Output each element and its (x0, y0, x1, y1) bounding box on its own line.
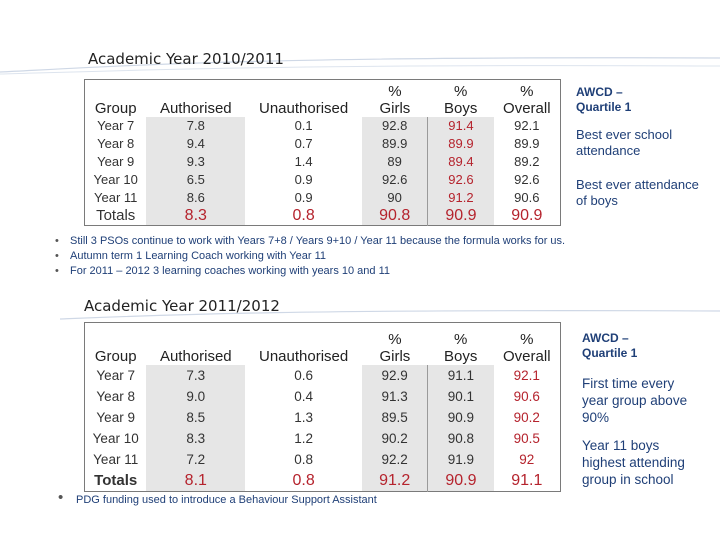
section2-title: Academic Year 2011/2012 (84, 297, 280, 315)
side-note-best-school: Best ever school attendance (576, 127, 673, 158)
cell-group: Year 9 (96, 409, 135, 425)
header-overall-pct: % (520, 82, 534, 100)
header-girls-label: Girls (379, 347, 411, 365)
attendance-table-2010-2011 (84, 79, 561, 226)
cell-girls: 91.3 (362, 386, 428, 407)
table-header-row (85, 80, 561, 117)
cell-overall: 92.1 (513, 367, 540, 383)
awcd-quartile-label: AWCD – Quartile 1 (582, 331, 638, 360)
totals-label: Totals (94, 471, 138, 489)
bullet-icon: • (55, 235, 59, 247)
cell-authorised: 9.3 (146, 153, 245, 171)
bullet-text: Still 3 PSOs continue to work with Years 7+8 / Years 9+10 / Year 11 because the formula works for us. (70, 235, 566, 247)
cell-unauthorised: 1.4 (294, 153, 313, 169)
list-item (52, 234, 565, 249)
header-girls-pct: % (388, 82, 402, 100)
bullet-text: For 2011 – 2012 3 learning coaches working with years 10 and 11 (70, 265, 391, 277)
cell-boys: 90.9 (428, 407, 494, 428)
cell-authorised: 6.5 (146, 171, 245, 189)
header-unauthorised: Unauthorised (258, 347, 349, 365)
cell-group: Year 10 (93, 171, 138, 187)
header-boys-label: Boys (444, 99, 478, 117)
cell-girls: 90.2 (362, 428, 428, 449)
cell-overall: 89.2 (514, 153, 540, 169)
cell-group: Year 9 (97, 153, 135, 169)
list-item (58, 489, 377, 508)
cell-overall: 92.6 (514, 171, 540, 187)
totals-row (85, 207, 561, 226)
cell-authorised: 8.5 (146, 407, 245, 428)
cell-unauthorised: 1.3 (294, 409, 313, 425)
cell-boys: 90.8 (428, 428, 494, 449)
cell-group: Year 10 (92, 430, 139, 446)
cell-girls: 90 (362, 189, 428, 207)
list-item (52, 249, 565, 264)
cell-group: Year 8 (97, 135, 135, 151)
cell-group: Year 7 (96, 367, 135, 383)
header-boys (428, 323, 494, 365)
total-boys: 90.9 (428, 470, 494, 492)
cell-unauthorised: 0.6 (294, 367, 313, 383)
total-authorised: 8.1 (146, 470, 245, 492)
header-girls-label: Girls (379, 99, 411, 117)
header-group: Group (94, 99, 137, 117)
table-row (85, 407, 561, 428)
totals-label: Totals (96, 206, 136, 224)
cell-girls: 92.6 (362, 171, 428, 189)
total-unauthorised: 0.8 (292, 206, 315, 224)
table-row (85, 135, 561, 153)
cell-boys: 91.1 (428, 365, 494, 386)
side-note-first-time: First time every year group above 90% (582, 376, 688, 425)
table-row (85, 153, 561, 171)
header-boys-label: Boys (443, 347, 478, 365)
table-row (85, 386, 561, 407)
cell-boys: 89.9 (428, 135, 494, 153)
cell-overall: 90.6 (513, 388, 540, 404)
total-unauthorised: 0.8 (292, 471, 315, 489)
side-note-best-boys: Best ever attendance of boys (576, 177, 699, 208)
total-overall: 90.9 (511, 206, 543, 224)
list-item (52, 264, 565, 279)
section1-title: Academic Year 2010/2011 (88, 50, 284, 68)
cell-overall: 89.9 (514, 135, 540, 151)
cell-boys: 90.1 (428, 386, 494, 407)
table-row (85, 117, 561, 135)
header-overall-pct: % (520, 330, 534, 348)
total-boys: 90.9 (428, 207, 494, 226)
cell-group: Year 11 (94, 189, 138, 205)
cell-unauthorised: 0.9 (294, 171, 313, 187)
header-authorised: Authorised (159, 347, 232, 365)
side-note-year11-boys: Year 11 boys highest attending group in school (582, 438, 685, 487)
header-authorised: Authorised (159, 99, 232, 117)
header-group: Group (94, 347, 137, 365)
cell-overall: 92.1 (514, 117, 540, 133)
header-overall (494, 323, 561, 365)
bullet-icon: • (55, 265, 59, 277)
total-girls: 90.8 (362, 207, 428, 226)
cell-unauthorised: 0.4 (294, 388, 313, 404)
header-girls-pct: % (388, 330, 402, 348)
cell-boys: 91.2 (428, 189, 494, 207)
cell-unauthorised: 1.2 (294, 430, 313, 446)
cell-girls: 89 (362, 153, 428, 171)
cell-authorised: 8.3 (146, 428, 245, 449)
header-boys-pct: % (454, 82, 468, 100)
cell-authorised: 8.6 (146, 189, 245, 207)
header-overall (494, 80, 561, 117)
header-overall-label: Overall (503, 347, 551, 365)
header-boys-pct: % (454, 330, 468, 348)
table-row (85, 171, 561, 189)
table-header-row (85, 323, 561, 365)
cell-unauthorised: 0.8 (294, 451, 313, 467)
total-authorised: 8.3 (146, 207, 245, 226)
cell-overall: 90.6 (514, 189, 540, 205)
cell-overall: 90.5 (513, 430, 540, 446)
cell-boys: 92.6 (428, 171, 494, 189)
totals-row (85, 470, 561, 492)
header-girls (362, 323, 428, 365)
cell-boys: 91.9 (428, 449, 494, 470)
header-unauthorised: Unauthorised (258, 99, 349, 117)
cell-unauthorised: 0.1 (294, 117, 313, 133)
cell-girls: 92.9 (362, 365, 428, 386)
section2-title-bar (0, 295, 720, 325)
cell-girls: 92.2 (362, 449, 428, 470)
cell-girls: 89.5 (362, 407, 428, 428)
section2-side-notes (582, 331, 716, 488)
header-overall-label: Overall (503, 99, 551, 117)
cell-overall: 90.2 (513, 409, 540, 425)
bullet-text: Autumn term 1 Learning Coach working with Year 11 (70, 250, 326, 262)
total-overall: 91.1 (511, 471, 543, 489)
cell-unauthorised: 0.9 (294, 189, 313, 205)
header-boys (428, 80, 494, 117)
table-row (85, 428, 561, 449)
cell-overall: 92 (519, 451, 535, 467)
bullet-icon: • (58, 489, 64, 506)
cell-authorised: 9.4 (146, 135, 245, 153)
cell-group: Year 8 (96, 388, 135, 404)
cell-girls: 89.9 (362, 135, 428, 153)
awcd-quartile-label: AWCD – Quartile 1 (576, 85, 632, 114)
attendance-table-2011-2012 (84, 322, 561, 492)
section1-side-notes (576, 85, 716, 209)
cell-boys: 89.4 (428, 153, 494, 171)
cell-authorised: 7.3 (146, 365, 245, 386)
cell-girls: 92.8 (362, 117, 428, 135)
cell-boys: 91.4 (428, 117, 494, 135)
total-girls: 91.2 (362, 470, 428, 492)
header-girls (362, 80, 428, 117)
table-row (85, 189, 561, 207)
section2-bullet-list (58, 489, 377, 508)
cell-authorised: 9.0 (146, 386, 245, 407)
cell-group: Year 7 (97, 117, 135, 133)
section1-bullet-list (52, 234, 565, 279)
section1-title-bar (0, 48, 720, 78)
table-row (85, 365, 561, 386)
cell-group: Year 11 (93, 451, 139, 467)
table-row (85, 449, 561, 470)
cell-authorised: 7.8 (146, 117, 245, 135)
bullet-text: PDG funding used to introduce a Behaviour Support Assistant (76, 494, 377, 506)
cell-unauthorised: 0.7 (294, 135, 313, 151)
bullet-icon: • (55, 250, 59, 262)
cell-authorised: 7.2 (146, 449, 245, 470)
